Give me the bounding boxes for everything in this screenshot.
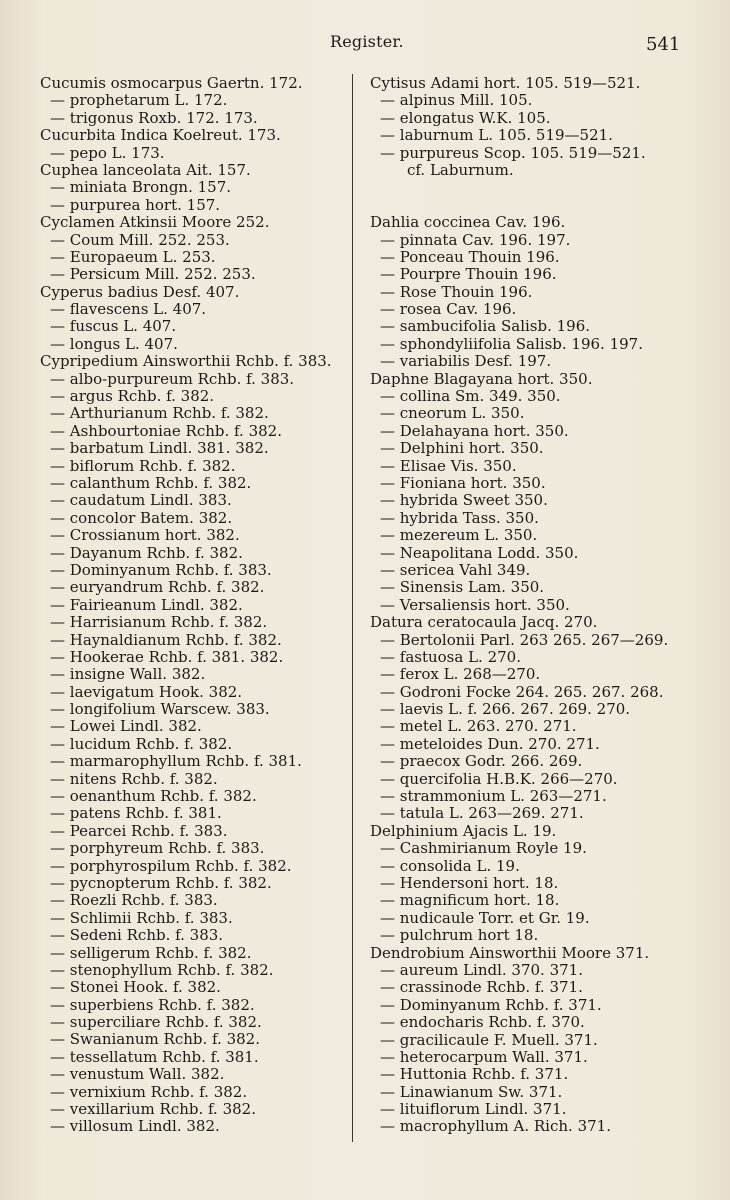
- index-subentry: — Dominyanum Rchb. f. 383.: [50, 560, 272, 579]
- index-subentry: — lucidum Rchb. f. 382.: [50, 734, 233, 753]
- index-subentry: — concolor Batem. 382.: [50, 508, 233, 527]
- running-head: [0, 30, 730, 54]
- cross-reference: cf. Laburnum.: [407, 160, 514, 179]
- index-subentry: — hybrida Tass. 350.: [380, 508, 539, 527]
- index-subentry: — sericea Vahl 349.: [380, 560, 531, 579]
- index-subentry: — calanthum Rchb. f. 382.: [50, 473, 252, 492]
- index-subentry: — lituiflorum Lindl. 371.: [380, 1100, 567, 1119]
- index-subentry: — pycnopterum Rchb. f. 382.: [50, 873, 272, 892]
- index-subentry: — Dayanum Rchb. f. 382.: [50, 543, 243, 562]
- index-subentry: — porphyreum Rchb. f. 383.: [50, 839, 265, 858]
- index-subentry: — purpureus Scop. 105. 519—521.: [380, 143, 646, 162]
- index-subentry: — cneorum L. 350.: [380, 404, 525, 423]
- index-subentry: — Hookerae Rchb. f. 381. 382.: [50, 647, 284, 666]
- index-subentry: — Sedeni Rchb. f. 383.: [50, 926, 224, 945]
- column-divider: [352, 74, 353, 1142]
- index-subentry: — oenanthum Rchb. f. 382.: [50, 787, 257, 806]
- index-subentry: — pulchrum hort 18.: [380, 926, 539, 945]
- index-subentry: — selligerum Rchb. f. 382.: [50, 943, 252, 962]
- index-subentry: — marmarophyllum Rchb. f. 381.: [50, 752, 302, 771]
- index-subentry: — vexillarium Rchb. f. 382.: [50, 1100, 256, 1119]
- index-subentry: — Linawianum Sw. 371.: [380, 1082, 563, 1101]
- index-entry: Cytisus Adami hort. 105. 519—521.: [370, 74, 641, 92]
- index-subentry: — tatula L. 263—269. 271.: [380, 804, 584, 823]
- index-subentry: — collina Sm. 349. 350.: [380, 387, 561, 406]
- header-title: Register.: [330, 32, 404, 51]
- index-subentry: — tessellatum Rchb. f. 381.: [50, 1047, 259, 1066]
- index-subentry: — Swanianum Rchb. f. 382.: [50, 1030, 260, 1049]
- index-subentry: — Neapolitana Lodd. 350.: [380, 543, 579, 562]
- index-subentry: — Delahayana hort. 350.: [380, 421, 569, 440]
- index-subentry: — alpinus Mill. 105.: [380, 91, 533, 110]
- index-subentry: — elongatus W.K. 105.: [380, 108, 551, 127]
- index-subentry: — meteloides Dun. 270. 271.: [380, 734, 600, 753]
- index-subentry: — rosea Cav. 196.: [380, 300, 517, 319]
- index-subentry: — hybrida Sweet 350.: [380, 491, 548, 510]
- index-subentry: — Stonei Hook. f. 382.: [50, 978, 221, 997]
- index-subentry: — pinnata Cav. 196. 197.: [380, 230, 571, 249]
- index-subentry: — insigne Wall. 382.: [50, 665, 206, 684]
- index-subentry: — fuscus L. 407.: [50, 317, 177, 336]
- index-subentry: — strammonium L. 263—271.: [380, 787, 607, 806]
- index-entry: Cyclamen Atkinsii Moore 252.: [40, 213, 270, 232]
- index-subentry: — argus Rchb. f. 382.: [50, 387, 215, 406]
- index-subentry: — Fioniana hort. 350.: [380, 474, 546, 492]
- right-index-column: [370, 75, 670, 1136]
- index-entry: Dahlia coccinea Cav. 196.: [370, 213, 566, 232]
- index-entry: Cyperus badius Desf. 407.: [40, 282, 240, 301]
- index-subentry: — Lowei Lindl. 382.: [50, 717, 202, 736]
- index-entry: Daphne Blagayana hort. 350.: [370, 369, 593, 388]
- index-subentry: — stenophyllum Rchb. f. 382.: [50, 960, 274, 979]
- index-subentry: — crassinode Rchb. f. 371.: [380, 978, 583, 997]
- index-entry: Delphinium Ajacis L. 19.: [370, 821, 557, 840]
- index-subentry: — superciliare Rchb. f. 382.: [50, 1013, 262, 1032]
- index-subentry: — Coum Mill. 252. 253.: [50, 230, 230, 249]
- index-subentry: — gracilicaule F. Muell. 371.: [380, 1030, 598, 1049]
- index-subentry: — longifolium Warscew. 383.: [50, 700, 270, 719]
- page-number: 541: [646, 34, 681, 55]
- index-subentry: — Pourpre Thouin 196.: [380, 265, 557, 284]
- index-subentry: — Elisae Vis. 350.: [380, 456, 517, 475]
- index-subentry: — Cashmirianum Royle 19.: [380, 839, 587, 858]
- index-subentry: — pepo L. 173.: [50, 143, 165, 162]
- index-subentry: — longus L. 407.: [50, 334, 178, 353]
- index-subentry: — fastuosa L. 270.: [380, 647, 521, 666]
- index-subentry: — Delphini hort. 350.: [380, 439, 544, 458]
- index-entry: Cucumis osmocarpus Gaertn. 172.: [40, 74, 303, 92]
- index-subentry: — Persicum Mill. 252. 253.: [50, 265, 256, 284]
- index-subentry: — Bertolonii Parl. 263 265. 267—269.: [380, 630, 669, 649]
- index-subentry: — biflorum Rchb. f. 382.: [50, 456, 236, 475]
- index-entry: Cypripedium Ainsworthii Rchb. f. 383.: [40, 352, 332, 371]
- index-subentry: — variabilis Desf. 197.: [380, 352, 552, 371]
- index-subentry: — nudicaule Torr. et Gr. 19.: [380, 908, 590, 927]
- index-subentry: — Haynaldianum Rchb. f. 382.: [50, 630, 282, 649]
- index-subentry: — Dominyanum Rchb. f. 371.: [380, 995, 602, 1014]
- index-subentry: — superbiens Rchb. f. 382.: [50, 995, 255, 1014]
- index-subentry: — patens Rchb. f. 381.: [50, 804, 222, 823]
- index-subentry: — Rose Thouin 196.: [380, 282, 533, 301]
- index-subentry: — miniata Brongn. 157.: [50, 178, 232, 197]
- index-subentry: — nitens Rchb. f. 382.: [50, 769, 218, 788]
- index-subentry: — sphondyliifolia Salisb. 196. 197.: [380, 334, 643, 353]
- index-entry: Dendrobium Ainsworthii Moore 371.: [370, 943, 650, 962]
- index-subentry: — porphyrospilum Rchb. f. 382.: [50, 856, 292, 875]
- left-index-column: [40, 75, 340, 1136]
- index-entry: Cuphea lanceolata Ait. 157.: [40, 160, 251, 179]
- index-subentry: — venustum Wall. 382.: [50, 1065, 225, 1084]
- index-subentry: — laevigatum Hook. 382.: [50, 682, 243, 701]
- index-subentry: — sambucifolia Salisb. 196.: [380, 317, 591, 336]
- index-subentry: — albo-purpureum Rchb. f. 383.: [50, 369, 295, 388]
- index-subentry: — Europaeum L. 253.: [50, 247, 216, 266]
- index-subentry: — villosum Lindl. 382.: [50, 1117, 220, 1136]
- index-subentry: — euryandrum Rchb. f. 382.: [50, 578, 265, 597]
- index-subentry: — barbatum Lindl. 381. 382.: [50, 439, 269, 458]
- index-subentry: — mezereum L. 350.: [380, 526, 538, 545]
- index-subentry: — Huttonia Rchb. f. 371.: [380, 1065, 569, 1084]
- index-subentry: — quercifolia H.B.K. 266—270.: [380, 769, 618, 788]
- index-entry: Cucurbita Indica Koelreut. 173.: [40, 126, 281, 145]
- index-subentry: — Godroni Focke 264. 265. 267. 268.: [380, 682, 664, 701]
- index-subentry: — purpurea hort. 157.: [50, 195, 221, 214]
- index-subentry: — laevis L. f. 266. 267. 269. 270.: [380, 700, 631, 719]
- index-subentry: — Pearcei Rchb. f. 383.: [50, 821, 228, 840]
- index-subentry: — endocharis Rchb. f. 370.: [380, 1013, 585, 1032]
- index-subentry: — prophetarum L. 172.: [50, 91, 228, 110]
- index-subentry: — Ponceau Thouin 196.: [380, 247, 560, 266]
- index-entry: Datura ceratocaula Jacq. 270.: [370, 613, 598, 632]
- index-subentry: — aureum Lindl. 370. 371.: [380, 960, 583, 979]
- index-subentry: — Roezli Rchb. f. 383.: [50, 891, 218, 910]
- index-subentry: — trigonus Roxb. 172. 173.: [50, 108, 258, 127]
- index-subentry: — Hendersoni hort. 18.: [380, 873, 559, 892]
- index-subentry: — Harrisianum Rchb. f. 382.: [50, 613, 268, 632]
- index-subentry: — heterocarpum Wall. 371.: [380, 1047, 588, 1066]
- index-subentry: — laburnum L. 105. 519—521.: [380, 126, 613, 145]
- index-subentry: — metel L. 263. 270. 271.: [380, 717, 577, 736]
- index-subentry: — ferox L. 268—270.: [380, 665, 541, 684]
- index-subentry: — consolida L. 19.: [380, 856, 520, 875]
- index-subentry: — magnificum hort. 18.: [380, 891, 560, 910]
- index-subentry: — vernixium Rchb. f. 382.: [50, 1082, 248, 1101]
- index-subentry: — Crossianum hort. 382.: [50, 526, 240, 545]
- index-subentry: — Arthurianum Rchb. f. 382.: [50, 404, 269, 423]
- index-subentry: — flavescens L. 407.: [50, 300, 207, 319]
- index-subentry: — Versaliensis hort. 350.: [380, 595, 570, 614]
- index-subentry: — Schlimii Rchb. f. 383.: [50, 908, 233, 927]
- index-subentry: — macrophyllum A. Rich. 371.: [380, 1117, 611, 1136]
- index-subentry: — caudatum Lindl. 383.: [50, 491, 232, 510]
- section-gap: [370, 179, 670, 214]
- index-subentry: — Fairieanum Lindl. 382.: [50, 595, 243, 614]
- index-subentry: — Ashbourtoniae Rchb. f. 382.: [50, 421, 282, 440]
- index-subentry: — Sinensis Lam. 350.: [380, 578, 545, 597]
- index-subentry: — praecox Godr. 266. 269.: [380, 752, 583, 771]
